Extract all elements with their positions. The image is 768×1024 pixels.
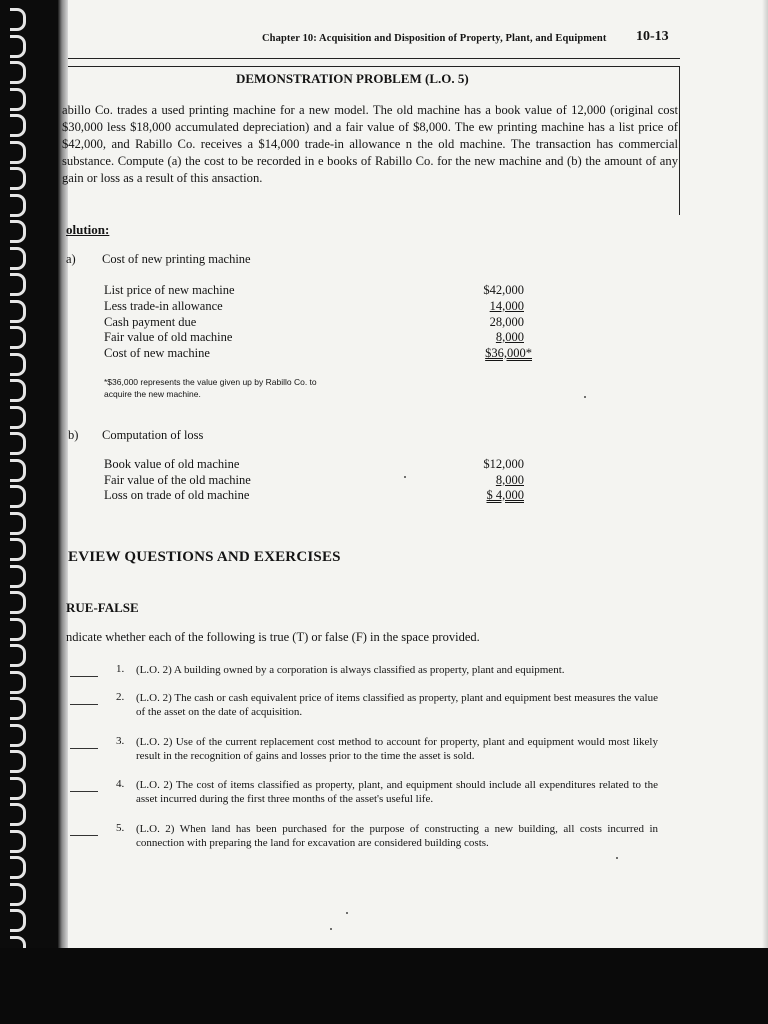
row-label: Fair value of the old machine [104,473,251,487]
binding-ring [10,803,26,826]
binding-ring [10,618,26,641]
part-a-heading: Cost of new printing machine [102,252,251,266]
answer-blank[interactable] [70,791,98,792]
row-label: Book value of old machine [104,457,240,471]
binding-ring [10,459,26,482]
binding-ring [10,167,26,190]
table-row [104,283,534,299]
row-amount: 14,000 [489,299,524,313]
part-a-letter: a) [66,252,76,266]
spiral-binding [0,0,66,1024]
question-text: (L.O. 2) The cash or cash equivalent price of items classified as property, plant and equipment best measures the value of the asset on the date of acquisition. [136,692,658,718]
answer-blank[interactable] [70,748,98,749]
part-b-heading: Computation of loss [102,428,204,442]
row-label: Less trade-in allowance [104,299,223,313]
binding-ring [10,697,26,720]
true-false-heading: RUE-FALSE [66,600,139,615]
binding-ring [10,644,26,667]
demo-problem-title: DEMONSTRATION PROBLEM (L.O. 5) [236,71,469,86]
solution-label: olution: [66,222,110,237]
binding-ring [10,750,26,773]
question-text: (L.O. 2) The cost of items classified as property, plant, and equipment should include all expenditures related to the asset incurred during the first three months of the asset's useful life. [136,779,658,805]
review-heading: EVIEW QUESTIONS AND EXERCISES [68,549,341,565]
question-number: 4. [116,778,125,790]
question-text: (L.O. 2) Use of the current replacement cost method to account for property, plant and equipment would most likely result in the recognition of gains and losses prior to the time the asset is sold. [136,736,658,762]
binding-ring [10,326,26,349]
scan-speck [346,912,348,914]
row-label: Cost of new machine [104,346,210,360]
scan-speck [584,396,586,398]
row-amount: $12,000 [483,457,524,471]
scan-speck [330,928,332,930]
table-row [104,330,534,346]
binding-ring [10,565,26,588]
row-amount: $36,000* [485,346,532,360]
binding-ring [10,194,26,217]
page-number: 10-13 [636,29,669,44]
row-amount: $ 4,000 [486,488,524,502]
answer-blank[interactable] [70,835,98,836]
binding-ring [10,512,26,535]
table-row [104,315,534,331]
binding-ring [10,406,26,429]
header-rule [68,58,680,59]
binding-ring [10,671,26,694]
chapter-title: Chapter 10: Acquisition and Disposition of Property, Plant, and Equipment [262,33,607,44]
row-label: Cash payment due [104,315,197,329]
binding-ring [10,432,26,455]
binding-ring [10,830,26,853]
binding-ring [10,909,26,932]
binding-ring [10,538,26,561]
binding-ring [10,591,26,614]
question-number: 5. [116,822,125,834]
binding-ring [10,777,26,800]
binding-ring [10,379,26,402]
table-row [104,473,534,489]
scan-speck [616,857,618,859]
binding-ring [10,724,26,747]
binding-ring [10,141,26,164]
instruction-text: ndicate whether each of the following is true (T) or false (F) in the space provided. [66,630,480,644]
question-text: (L.O. 2) A building owned by a corporation is always classified as property, plant and equipment. [136,664,565,676]
row-label: List price of new machine [104,283,235,297]
binding-ring [10,247,26,270]
row-amount: 28,000 [489,315,524,329]
table-row [104,299,534,315]
question-number: 2. [116,691,125,703]
row-amount: 8,000 [495,330,524,344]
table-row [104,457,534,473]
binding-ring [10,856,26,879]
binding-ring [10,88,26,111]
page-shadow [762,0,768,948]
binding-ring [10,35,26,58]
question-number: 1. [116,663,125,675]
table-row [104,346,534,362]
question-text: (L.O. 2) When land has been purchased for the purpose of constructing a new building, all costs incurred in connection with preparing the land for excavation are considered building costs. [136,823,658,849]
answer-blank[interactable] [70,676,98,677]
scan-bottom-band [0,948,768,1024]
binding-ring [10,883,26,906]
footnote: *$36,000 represents the value given up by Rabillo Co. to acquire the new machine. [104,377,317,399]
part-b-letter: b) [68,428,79,442]
binding-ring [10,300,26,323]
row-label: Loss on trade of old machine [104,488,250,502]
table-row [104,488,534,504]
demo-problem-text: abillo Co. trades a used printing machine for a new model. The old machine has a book value of 12,000 (original cost $30,000 less $18,000 accumulated depreciation) and a fair value of $8,000. The ew printing machine has a list price of $42,000, and Rabillo Co. receives a $14,000 trade-in allowance n the old machine. The transaction has commercial substance. Compute (a) the cost to be recorded in e books of Rabillo Co. for the new machine and (b) the amount of any gain or loss as a result of this ansaction. [62,103,678,185]
scan-speck [404,476,406,478]
row-label: Fair value of old machine [104,330,233,344]
binding-ring [10,8,26,31]
answer-blank[interactable] [70,704,98,705]
question-number: 3. [116,735,125,747]
binding-ring [10,485,26,508]
row-amount: 8,000 [495,473,524,487]
binding-ring [10,114,26,137]
binding-ring [10,220,26,243]
binding-ring [10,61,26,84]
row-amount: $42,000 [483,283,524,297]
binding-ring [10,273,26,296]
binding-ring [10,353,26,376]
